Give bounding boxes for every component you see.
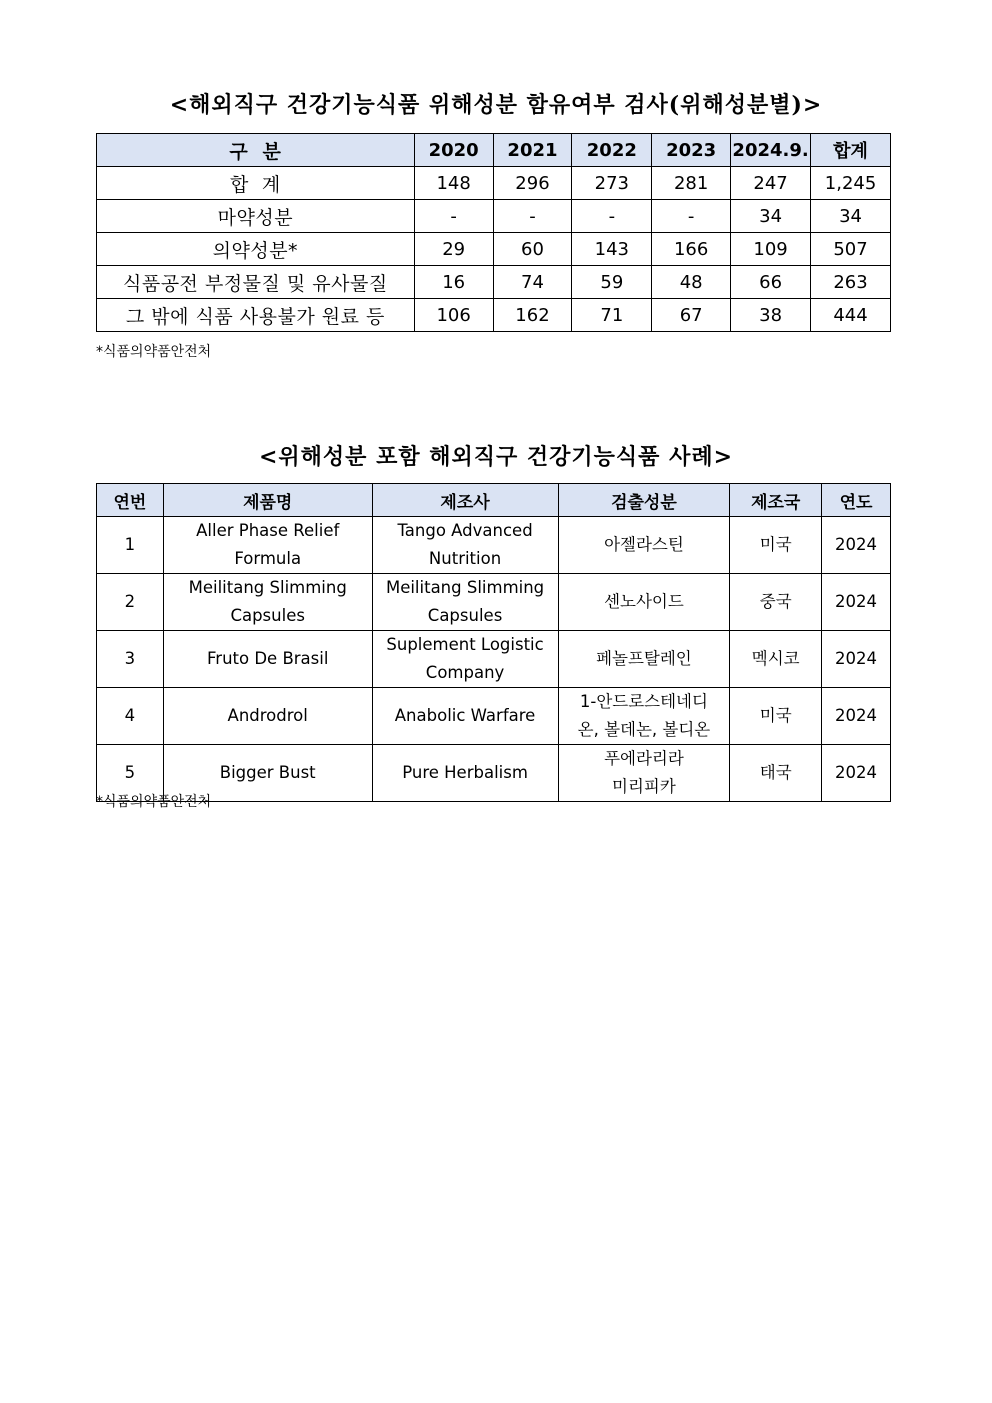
case-number: 3 (97, 631, 164, 688)
value-cell: - (652, 200, 731, 233)
table-row (97, 574, 891, 631)
case-ingredient (558, 574, 730, 631)
value-cell: 34 (811, 200, 891, 233)
case-year: 2024 (822, 517, 891, 574)
case-product-line: Aller Phase Relief (196, 521, 340, 540)
case-maker-line: Capsules (427, 606, 503, 625)
table-row (97, 688, 891, 745)
case-maker-line: Nutrition (428, 549, 502, 568)
row-category: 합 계 (97, 167, 415, 200)
header-ingredient: 검출성분 (558, 484, 730, 517)
value-cell: 281 (652, 167, 731, 200)
value-cell: 263 (811, 266, 891, 299)
value-cell: 48 (652, 266, 731, 299)
table-row (97, 745, 891, 802)
row-category: 마약성분 (97, 200, 415, 233)
hazard-by-ingredient-table (96, 133, 891, 332)
case-year: 2024 (822, 688, 891, 745)
case-product (163, 574, 372, 631)
value-cell: 74 (493, 266, 572, 299)
case-maker-line: Tango Advanced (397, 521, 533, 540)
value-cell: 148 (414, 167, 493, 200)
header-year: 연도 (822, 484, 891, 517)
case-ingredient (558, 688, 730, 745)
table1-title: <해외직구 건강기능식품 위해성분 함유여부 검사(위해성분별)> (169, 92, 823, 118)
table2-title: <위해성분 포함 해외직구 건강기능식품 사례> (258, 444, 734, 470)
case-ingredient-line: 온, 볼데논, 볼디온 (577, 720, 711, 739)
value-cell: 296 (493, 167, 572, 200)
case-year: 2024 (822, 745, 891, 802)
case-maker-line: Pure Herbalism (402, 763, 528, 782)
case-maker (372, 688, 558, 745)
value-cell: 29 (414, 233, 493, 266)
case-maker-line: Company (425, 663, 505, 682)
header-country: 제조국 (730, 484, 822, 517)
case-ingredient-line: 1-안드로스테네디 (579, 692, 708, 711)
value-cell: 106 (414, 299, 493, 332)
case-ingredient-line: 푸에라리라 (604, 749, 684, 768)
case-number: 4 (97, 688, 164, 745)
value-cell: 1,245 (811, 167, 891, 200)
table-row (97, 200, 891, 233)
table-row (97, 167, 891, 200)
case-year: 2024 (822, 574, 891, 631)
case-country: 태국 (730, 745, 822, 802)
value-cell: - (493, 200, 572, 233)
value-cell: 162 (493, 299, 572, 332)
case-maker (372, 631, 558, 688)
value-cell: 34 (731, 200, 811, 233)
row-category: 의약성분* (97, 233, 415, 266)
case-maker (372, 574, 558, 631)
value-cell: 66 (731, 266, 811, 299)
case-ingredient (558, 745, 730, 802)
case-product-line: Bigger Bust (219, 763, 316, 782)
case-product-line: Meilitang Slimming (188, 578, 347, 597)
table1-source: *식품의약품안전처 (96, 344, 212, 360)
case-ingredient (558, 631, 730, 688)
case-ingredient-line: 아젤라스틴 (604, 535, 684, 554)
case-product-line: Formula (234, 549, 302, 568)
case-number: 5 (97, 745, 164, 802)
case-ingredient (558, 517, 730, 574)
header-2022: 2022 (572, 134, 652, 167)
header-total: 합계 (811, 134, 891, 167)
value-cell: - (572, 200, 652, 233)
header-category: 구 분 (97, 134, 415, 167)
table-row (97, 299, 891, 332)
header-2023: 2023 (652, 134, 731, 167)
case-ingredient-line: 센노사이드 (604, 592, 684, 611)
case-country: 미국 (730, 517, 822, 574)
table2-header-row (97, 484, 891, 517)
value-cell: 67 (652, 299, 731, 332)
header-product: 제품명 (163, 484, 372, 517)
value-cell: 166 (652, 233, 731, 266)
value-cell: 273 (572, 167, 652, 200)
header-2021: 2021 (493, 134, 572, 167)
value-cell: 507 (811, 233, 891, 266)
table1-header-row (97, 134, 891, 167)
case-country: 멕시코 (730, 631, 822, 688)
case-maker-line: Suplement Logistic (386, 635, 544, 654)
header-2020: 2020 (414, 134, 493, 167)
case-maker (372, 517, 558, 574)
value-cell: 59 (572, 266, 652, 299)
case-product-line: Capsules (230, 606, 305, 625)
table-row (97, 631, 891, 688)
case-product-line: Androdrol (227, 706, 308, 725)
value-cell: 71 (572, 299, 652, 332)
case-product-line: Fruto De Brasil (207, 649, 329, 668)
header-maker: 제조사 (372, 484, 558, 517)
hazard-product-cases-table (96, 483, 891, 802)
value-cell: 247 (731, 167, 811, 200)
table-row (97, 233, 891, 266)
case-number: 1 (97, 517, 164, 574)
table2-source: *식품의약품안전처 (96, 794, 212, 810)
case-maker-line: Anabolic Warfare (394, 706, 536, 725)
case-country: 중국 (730, 574, 822, 631)
value-cell: 143 (572, 233, 652, 266)
value-cell: 60 (493, 233, 572, 266)
value-cell: 444 (811, 299, 891, 332)
value-cell: 109 (731, 233, 811, 266)
header-no: 연번 (97, 484, 164, 517)
case-maker (372, 745, 558, 802)
header-2024-9: 2024.9. (731, 134, 811, 167)
table-row (97, 266, 891, 299)
table-row (97, 517, 891, 574)
case-ingredient-line: 페놀프탈레인 (596, 649, 692, 668)
row-category: 그 밖에 식품 사용불가 원료 등 (97, 299, 415, 332)
case-country: 미국 (730, 688, 822, 745)
value-cell: - (414, 200, 493, 233)
row-category: 식품공전 부정물질 및 유사물질 (97, 266, 415, 299)
value-cell: 38 (731, 299, 811, 332)
case-product (163, 631, 372, 688)
value-cell: 16 (414, 266, 493, 299)
case-ingredient-line: 미리피카 (612, 777, 676, 796)
case-maker-line: Meilitang Slimming (385, 578, 545, 597)
case-number: 2 (97, 574, 164, 631)
case-product (163, 688, 372, 745)
case-year: 2024 (822, 631, 891, 688)
case-product (163, 517, 372, 574)
